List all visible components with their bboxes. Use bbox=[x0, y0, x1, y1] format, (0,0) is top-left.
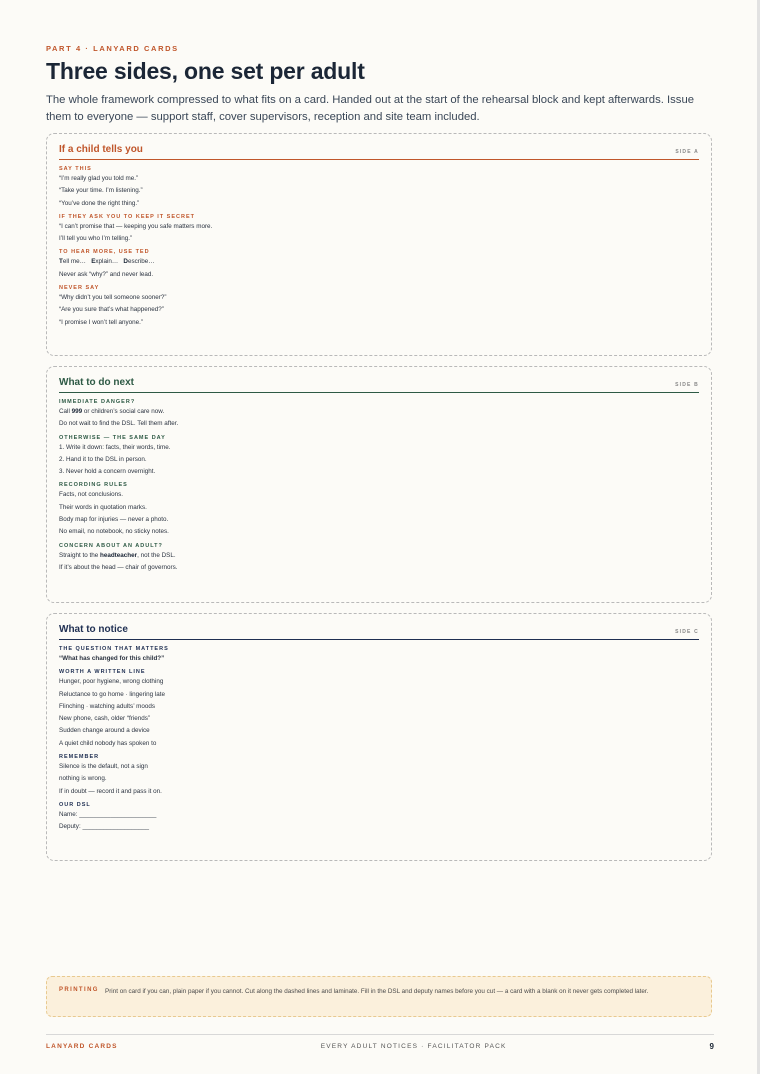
card-line: Hunger, poor hygiene, wrong clothing bbox=[59, 678, 164, 686]
side-tag: SIDE C bbox=[675, 629, 699, 635]
section-label: WORTH A WRITTEN LINE bbox=[59, 669, 146, 676]
section-label: SAY THIS bbox=[59, 166, 92, 172]
card-line: “Why didn’t you tell someone sooner?” bbox=[59, 294, 167, 302]
card-line: Do not wait to find the DSL. Tell them after. bbox=[59, 420, 179, 428]
page-number: 9 bbox=[709, 1042, 714, 1051]
card-line: “I can’t promise that — keeping you safe matters more. bbox=[59, 222, 213, 230]
section-label: REMEMBER bbox=[59, 754, 100, 761]
side-tag: SIDE B bbox=[675, 382, 699, 388]
card-side-c bbox=[46, 613, 712, 861]
section-label: OTHERWISE — THE SAME DAY bbox=[59, 434, 166, 441]
card-line: If it’s about the head — chair of governors. bbox=[59, 563, 178, 571]
note-text: Print on card if you can, plain paper if you cannot. Cut along the dashed lines and laminate. Fill in the DSL and deputy names before you cut — a card with a blank on it never gets completed later. bbox=[105, 988, 649, 995]
card-title: What to notice bbox=[59, 624, 128, 635]
footer-title: EVERY ADULT NOTICES · FACILITATOR PACK bbox=[320, 1043, 507, 1050]
card-side-b bbox=[46, 366, 712, 603]
card-title: If a child tells you bbox=[59, 144, 143, 155]
card-line: No email, no notebook, no sticky notes. bbox=[59, 528, 169, 536]
card-line: Facts, not conclusions. bbox=[59, 491, 124, 499]
section-label: IMMEDIATE DANGER? bbox=[59, 399, 136, 405]
card-line: Never ask “why?” and never lead. bbox=[59, 270, 154, 278]
ted-line: Tell me… Explain… Describe… bbox=[59, 258, 155, 266]
section-label: TO HEAR MORE, USE TED bbox=[59, 249, 150, 256]
section-label: OUR DSL bbox=[59, 801, 91, 808]
card-header bbox=[59, 624, 699, 640]
dsl-name-field: Name: ______________________ bbox=[59, 810, 157, 818]
card-line: 2. Hand it to the DSL in person. bbox=[59, 455, 147, 463]
page bbox=[46, 0, 714, 1074]
note-label: PRINTING bbox=[59, 987, 99, 993]
card-line: “I’m really glad you told me.” bbox=[59, 175, 139, 182]
card-side-a bbox=[46, 133, 712, 356]
card-line: A quiet child nobody has spoken to bbox=[59, 739, 157, 747]
card-header bbox=[59, 144, 699, 160]
card-line: New phone, cash, older “friends” bbox=[59, 715, 151, 723]
card-line: Their words in quotation marks. bbox=[59, 503, 147, 511]
card-line: I’ll tell you who I’m telling.” bbox=[59, 235, 133, 243]
section-label: IF THEY ASK YOU TO KEEP IT SECRET bbox=[59, 213, 195, 220]
card-line: “Take your time. I’m listening.” bbox=[59, 187, 143, 195]
page-footer bbox=[46, 1042, 714, 1051]
card-line: “You’ve done the right thing.” bbox=[59, 199, 140, 207]
card-title: What to do next bbox=[59, 377, 134, 388]
card-header bbox=[59, 377, 699, 393]
card-line: Reluctance to go home · lingering late bbox=[59, 690, 166, 698]
page-title: Three sides, one set per adult bbox=[46, 58, 365, 84]
section-label: CONCERN ABOUT AN ADULT? bbox=[59, 542, 163, 549]
intro-paragraph: The whole framework compressed to what fits on a card. Handed out at the start of the rehearsal block and kept afterwards. Issue them to everyone — support staff, cover supervisors, reception and site team included. bbox=[46, 94, 695, 123]
footer-divider bbox=[46, 1034, 714, 1035]
printing-note bbox=[46, 976, 712, 1017]
section-eyebrow: PART 4 · LANYARD CARDS bbox=[46, 44, 179, 53]
card-line: 1. Write it down: facts, their words, time. bbox=[59, 443, 171, 451]
card-line: Flinching · watching adults’ moods bbox=[59, 702, 156, 710]
key-question: “What has changed for this child?” bbox=[59, 655, 165, 662]
section-label: NEVER SAY bbox=[59, 285, 100, 292]
card-line: Sudden change around a device bbox=[59, 727, 150, 735]
dsl-deputy-field: Deputy: ___________________ bbox=[59, 823, 149, 831]
card-line: “Are you sure that’s what happened?” bbox=[59, 306, 164, 314]
adult-line: Straight to the headteacher, not the DSL. bbox=[59, 551, 176, 559]
card-line: Silence is the default, not a sign bbox=[59, 763, 148, 771]
card-line: Body map for injuries — never a photo. bbox=[59, 516, 169, 524]
card-line: “I promise I won’t tell anyone.” bbox=[59, 318, 143, 326]
section-label: RECORDING RULES bbox=[59, 482, 128, 489]
danger-line: Call 999 or children’s social care now. bbox=[59, 408, 165, 415]
section-label: THE QUESTION THAT MATTERS bbox=[59, 646, 169, 652]
footer-section: LANYARD CARDS bbox=[46, 1043, 118, 1050]
side-tag: SIDE A bbox=[675, 149, 699, 155]
card-line: 3. Never hold a concern overnight. bbox=[59, 468, 156, 476]
card-line: nothing is wrong. bbox=[59, 775, 107, 783]
card-line: If in doubt — record it and pass it on. bbox=[59, 787, 162, 795]
